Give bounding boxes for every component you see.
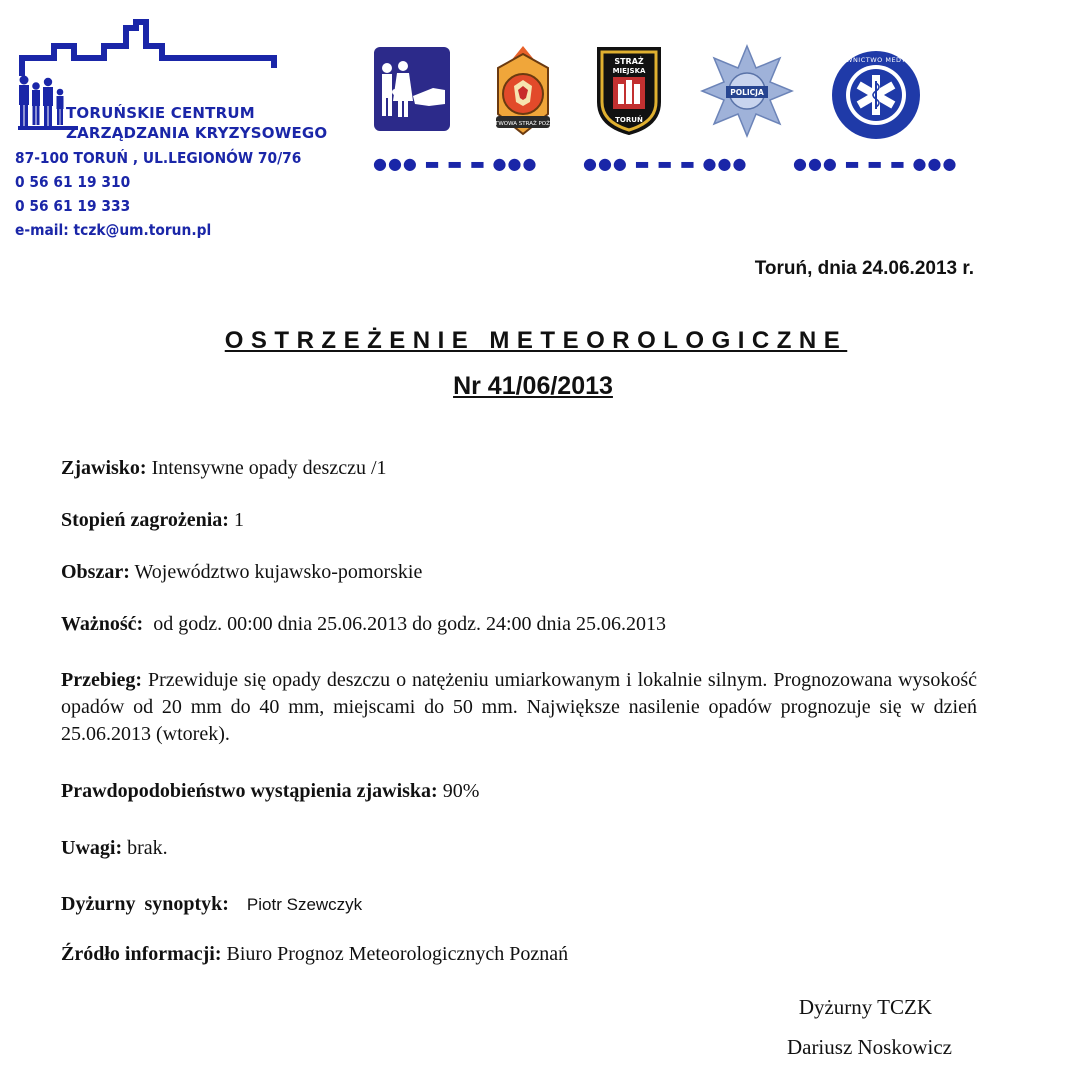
city-guard-logo: [594, 44, 664, 136]
course-label: Przebieg:: [61, 669, 143, 691]
social-services-logo: [373, 46, 451, 132]
fire-service-text: PAŃSTWOWA STRAŻ POŻARNA: [480, 121, 566, 127]
medical-rescue-logo: [826, 49, 926, 141]
dots-decoration-1: ●●● ▬ ▬ ▬ ●●●: [373, 154, 538, 173]
field-phenomenon: [61, 455, 977, 482]
fire-service-logo: [480, 44, 566, 138]
org-name-line1: TORUŃSKIE CENTRUM: [66, 104, 255, 122]
document-date: Toruń, dnia 24.06.2013 r.: [754, 258, 974, 279]
phenomenon-value: Intensywne opady deszczu /1: [151, 457, 387, 479]
family-figures-icon: [19, 76, 64, 127]
probability-value: 90%: [442, 780, 480, 802]
signature-name: Dariusz Noskowicz: [786, 1035, 952, 1059]
validity-label: Ważność:: [61, 613, 144, 635]
source-value: Biuro Prognoz Meteorologicznych Poznań: [226, 943, 569, 965]
org-email: e-mail: tczk@um.torun.pl: [15, 221, 212, 239]
validity-value: od godz. 00:00 dnia 25.06.2013 do godz. 24:00 dnia 25.06.2013: [153, 613, 666, 635]
medical-text: RATOWNICTWO MEDYCZNE: [826, 56, 926, 64]
city-guard-text-1: STRAŻ: [614, 57, 644, 66]
dots-decoration-3: ●●● ▬ ▬ ▬ ●●●: [793, 154, 958, 173]
city-guard-text-3: TORUŃ: [615, 116, 643, 124]
synoptic-label: Dyżurny synoptyk:: [61, 893, 229, 915]
remarks-label: Uwagi:: [61, 837, 123, 859]
remarks-value: brak.: [127, 837, 168, 859]
signature-role: Dyżurny TCZK: [798, 995, 932, 1019]
course-value: Przewiduje się opady deszczu o natężeniu umiarkowanym i lokalnie silnym. Prognozowana wysokość opadów od 20 mm do 40 mm, miejscami do 50 mm. Największe nasilenie opadów prognozuje się w dzień 25.06.2013 (wtorek).: [61, 669, 977, 745]
field-source: [61, 941, 977, 968]
source-label: Źródło informacji:: [61, 943, 222, 965]
org-phone-2: 0 56 61 19 333: [15, 197, 131, 215]
org-phone-1: 0 56 61 19 310: [15, 173, 131, 191]
field-remarks: [61, 835, 977, 862]
phenomenon-label: Zjawisko:: [61, 457, 147, 479]
dots-decoration-2: ●●● ▬ ▬ ▬ ●●●: [583, 154, 748, 173]
area-value: Województwo kujawsko-pomorskie: [134, 561, 423, 583]
probability-label: Prawdopodobieństwo wystąpienia zjawiska:: [61, 780, 438, 802]
org-name-line2: ZARZĄDZANIA KRYZYSOWEGO: [66, 124, 328, 142]
field-validity: [61, 611, 977, 638]
city-skyline-icon: [22, 22, 274, 76]
area-label: Obszar:: [61, 561, 130, 583]
field-probability: [61, 778, 977, 805]
field-threat-level: [61, 507, 977, 534]
synoptic-value: Piotr Szewczyk: [246, 895, 363, 914]
document-number: Nr 41/06/2013: [453, 372, 613, 400]
org-address: 87-100 TORUŃ , UL.LEGIONÓW 70/76: [15, 149, 302, 167]
police-logo: [700, 44, 794, 138]
city-guard-text-2: MIEJSKA: [612, 67, 646, 75]
field-synoptic: [61, 891, 977, 918]
threat-label: Stopień zagrożenia:: [61, 509, 229, 531]
field-course: [61, 667, 977, 748]
police-text: POLICJA: [730, 88, 764, 97]
field-area: [61, 559, 977, 586]
threat-value: 1: [233, 509, 244, 531]
document-title: OSTRZEŻENIE METEOROLOGICZNE: [224, 327, 848, 354]
